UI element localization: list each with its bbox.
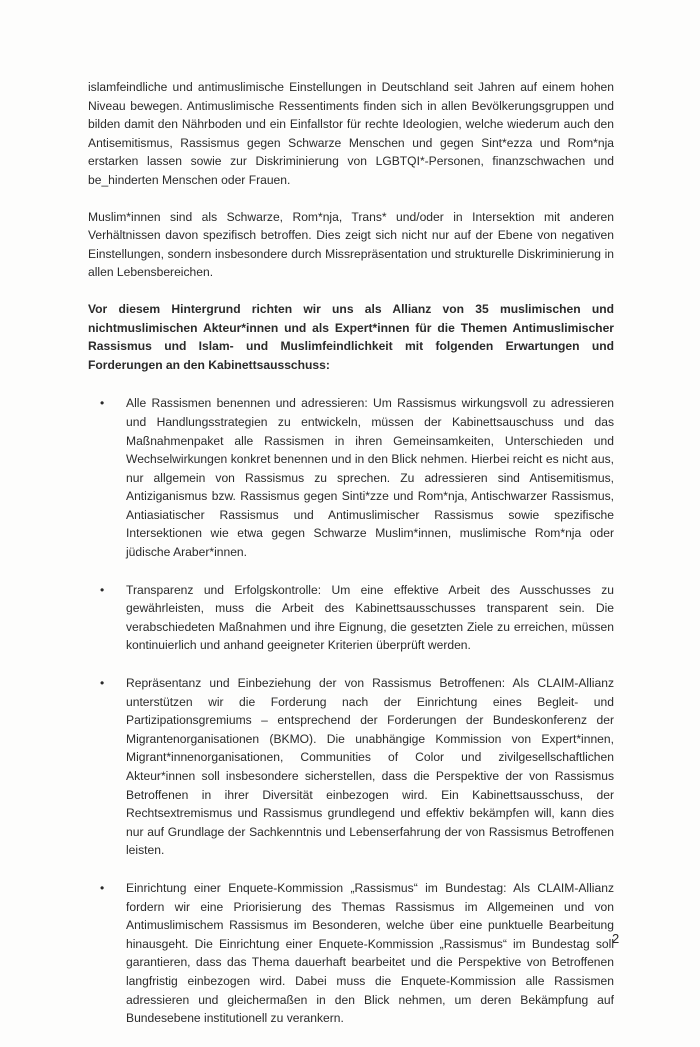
demands-list xyxy=(88,394,614,1027)
bullet-icon: • xyxy=(100,582,105,597)
list-item xyxy=(88,674,614,860)
list-item-text: Einrichtung einer Enquete-Kommission „Rassismus“ im Bundestag: Als CLAIM-Allianz fordern wir eine Priorisierung des Themas Rassismus im Allgemeinen und von Antimuslimischem Rassismus im Besonderen, welche über eine punktuelle Bearbeitung hinausgeht. Die Einrichtung einer Enquete-Kommission „Rassismus“ im Bundestag soll garantieren, dass das Thema dauerhaft bearbeitet und die Perspektive von Betroffenen langfristig einbezogen wird. Dabei muss die Enquete-Kommission alle Rassismen adressieren und gleichermaßen in den Blick nehmen, um deren Bekämpfung auf Bundesebene institutionell zu verankern. xyxy=(126,880,614,1026)
list-item-text: Alle Rassismen benennen und adressieren: Um Rassismus wirkungsvoll zu adressieren und Handlungsstrategien zu entwickeln, müssen der Kabinettsauschuss und das Maßnahmenpaket alle Rassismen in ihren Gemeinsamkeiten, Unterschieden und Wechselwirkungen konkret benennen und in den Blick nehmen. Hierbei reicht es nicht aus, nur allgemein von Rassismus zu sprechen. Zu adressieren sind Antisemitismus, Antiziganismus bzw. Rassismus gegen Sinti*zze und Rom*nja, Antischwarzer Rassismus, Antiasiatischer Rassismus und Antimuslimischer Rassismus sowie spezifische Intersektionen wie etwa gegen Schwarze Muslim*innen, muslimische Rom*nja oder jüdische Araber*innen. xyxy=(126,396,614,560)
list-item xyxy=(88,394,614,561)
bullet-icon: • xyxy=(100,880,105,895)
list-item xyxy=(88,879,614,1028)
list-item xyxy=(88,581,614,655)
bullet-icon: • xyxy=(100,676,105,691)
paragraph-intersection: Muslim*innen sind als Schwarze, Rom*nja, Trans* und/oder in Intersektion mit anderen Verhältnissen davon spezifisch betroffen. Dies zeigt sich nicht nur auf der Ebene von negativen Einstellungen, sondern insbesondere durch Missrepräsentation und strukturelle Diskriminierung in allen Lebensbereichen. xyxy=(88,209,614,280)
list-item-text: Transparenz und Erfolgskontrolle: Um eine effektive Arbeit des Ausschusses zu gewährleisten, muss die Arbeit des Kabinettsausschusses transparent sein. Die verabschiedeten Maßnahmen und ihre Eignung, die gesetzten Ziele zu erreichen, müssen kontinuierlich und anhand geeigneter Kriterien überprüft werden. xyxy=(126,582,614,653)
page-number: 2 xyxy=(612,931,620,946)
paragraph-intro: islamfeindliche und antimuslimische Einstellungen in Deutschland seit Jahren auf einem hohen Niveau bewegen. Antimuslimische Ressentiments finden sich in allen Bevölkerungsgruppen und bilden damit den Nährboden und ein Einfallstor für rechte Ideologien, welche wiederum auch den Antisemitismus, Rassismus gegen Schwarze Menschen und gegen Sint*ezza und Rom*nja erstarken lassen sowie zur Diskriminierung von LGBTQI*-Personen, finanzschwachen und be_hinderten Menschen oder Frauen. xyxy=(88,80,614,187)
paragraph-demands-lead: Vor diesem Hintergrund richten wir uns als Allianz von 35 muslimischen und nichtmuslimischen Akteur*innen und als Expert*innen für die Themen Antimuslimischer Rassismus und Islam- und Muslimfeindlichkeit mit folgenden Erwartungen und Forderungen an den Kabinettsausschuss: xyxy=(88,301,614,372)
document-body xyxy=(88,78,614,1047)
bullet-icon: • xyxy=(100,396,105,411)
list-item-text: Repräsentanz und Einbeziehung der von Rassismus Betroffenen: Als CLAIM-Allianz unterstützen wir die Forderung nach der Einrichtung eines Begleit- und Partizipationsgremiums – entsprechend der Forderungen der Bundeskonferenz der Migrantenorganisationen (BKMO). Die unabhängige Kommission von Expert*innen, Migrant*innenorganisationen, Communities of Color und zivilgesellschaftlichen Akteur*innen soll insbesondere sicherstellen, dass die Perspektive der von Rassismus Betroffenen in ihrer Diversität einbezogen wird. Ein Kabinettsausschuss, der Rechtsextremismus und Rassismus grundlegend und effektiv bekämpfen will, kann dies nur auf Grundlage der Sachkenntnis und Lebenserfahrung der von Rassismus Betroffenen leisten. xyxy=(126,676,614,858)
